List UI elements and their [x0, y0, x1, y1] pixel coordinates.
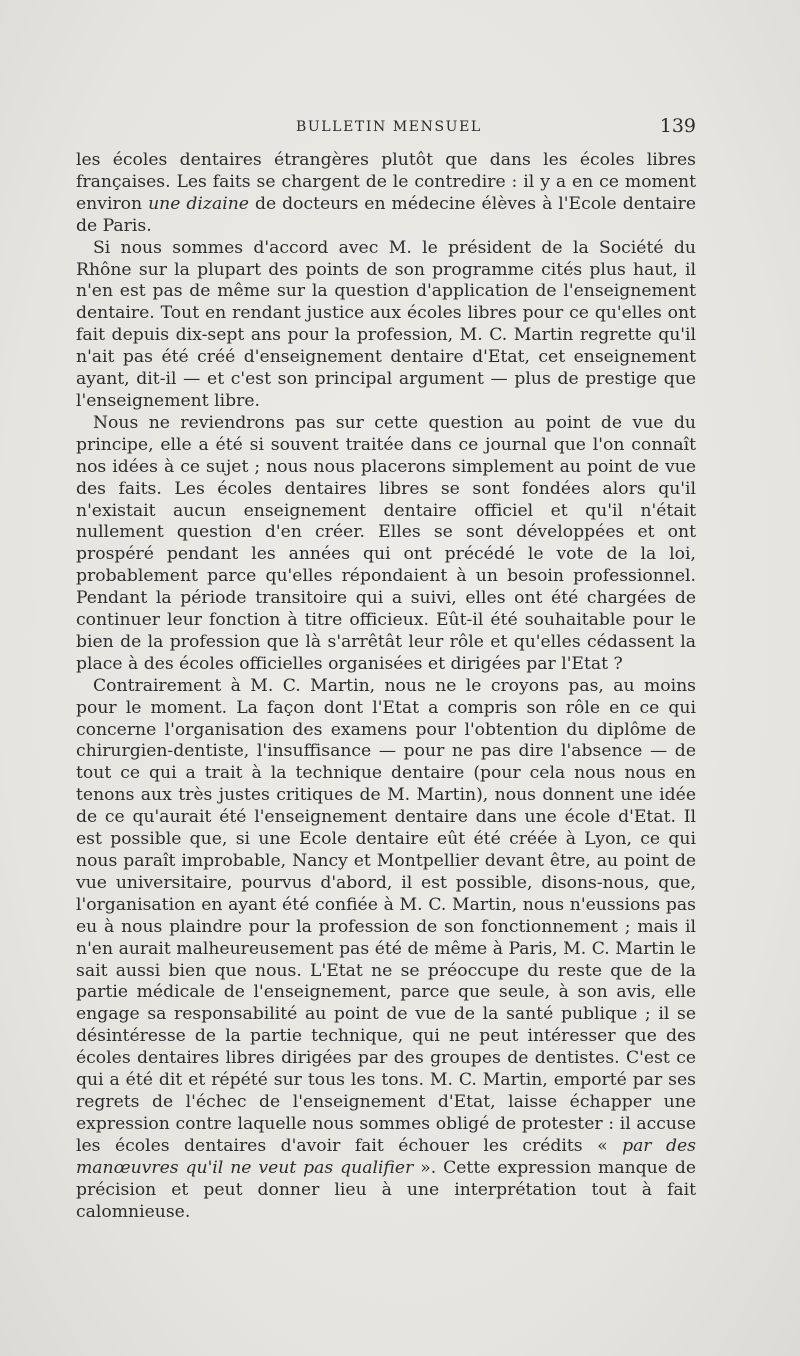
paragraph-1	[76, 150, 696, 238]
paragraph-3: Nous ne reviendrons pas sur cette question au point de vue du principe, elle a été si souvent traitée dans ce journal que l'on connaît nos idées à ce sujet ; nous nous placerons simplement au point de vue des faits. Les écoles dentaires libres se sont fondées alors qu'il n'existait aucun enseignement dentaire officiel et qu'il n'était nullement question d'en créer. Elles se sont développées et ont prospéré pendant les années qui ont précédé le vote de la loi, probablement parce qu'elles répondaient à un besoin professionnel. Pendant la période transitoire qui a suivi, elles ont été chargées de continuer leur fonction à titre officieux. Eût-il été souhaitable pour le bien de la profession que là s'arrêtât leur rôle et qu'elles cédassent la place à des écoles officielles organisées et dirigées par l'Etat ?	[76, 412, 696, 674]
paragraph-4-italic: par des manœuvres qu'il ne veut pas qualifier	[76, 1135, 696, 1178]
paragraph-2: Si nous sommes d'accord avec M. le président de la Société du Rhône sur la plupart des points de son programme cités plus haut, il n'en est pas de même sur la question d'application de l'enseignement dentaire. Tout en rendant justice aux écoles libres pour ce qu'elles ont fait depuis dix-sept ans pour la profession, M. C. Martin regrette qu'il n'ait pas été créé d'enseignement dentaire d'Etat, cet enseignement ayant, dit-il — et c'est son principal argument — plus de prestige que l'enseignement libre.	[76, 237, 696, 411]
paragraph-4-text-a: Contrairement à M. C. Martin, nous ne le croyons pas, au moins pour le moment. La façon dont l'Etat a compris son rôle en ce qui concerne l'organisation des examens pour l'obtention du diplôme de chirurgien-dentiste, l'insuffisance — pour ne pas dire l'absence — de tout ce qui a trait à la technique dentaire (pour cela nous nous en tenons aux très justes critiques de M. Martin), nous donnent une idée de ce qu'aurait été l'enseignement dentaire dans une école d'Etat. Il est possible que, si une Ecole dentaire eût été créée à Lyon, ce qui nous paraît improbable, Nancy et Montpellier devant être, au point de vue universitaire, pourvus d'abord, il est possible, disons-nous, que, l'organisation en ayant été confiée à M. C. Martin, nous n'eussions pas eu à nous plaindre pour la profession de son fonctionnement ; mais il n'en aurait malheureusement pas été de même à Paris, M. C. Martin le sait aussi bien que nous. L'Etat ne se préoccupe du reste que de la partie médicale de l'enseignement, parce que seule, à son avis, elle engage sa responsabilité au point de vue de la santé publique ; il se désintéresse de la partie technique, qui ne peut intéresser que des écoles dentaires libres dirigées par des groupes de dentistes. C'est ce qui a été dit et répété sur tous les tons. M. C. Martin, emporté par ses regrets de l'échec de l'enseignement d'Etat, laisse échapper une expression contre laquelle nous sommes obligé de protester : il accuse les écoles dentaires d'avoir fait échouer les crédits «	[76, 675, 696, 1156]
running-head: BULLETIN MENSUEL	[296, 119, 482, 135]
paragraph-1-text-a: les écoles dentaires étrangères plutôt que dans les écoles libres françaises. Les faits se chargent de le contredire : il y a en ce moment environ	[76, 150, 696, 214]
paragraph-4	[76, 676, 696, 1224]
body-text	[76, 150, 696, 1223]
paragraph-1-text-b: de docteurs en médecine élèves à l'Ecole dentaire de Paris.	[76, 193, 696, 236]
paragraph-4-text-b: ». Cette expression manque de précision et peut donner lieu à une interprétation tout à fait calomnieuse.	[76, 1157, 696, 1222]
page-number: 139	[659, 115, 696, 137]
page-header	[76, 117, 696, 141]
paragraph-1-italic: une dizaine	[148, 193, 249, 214]
